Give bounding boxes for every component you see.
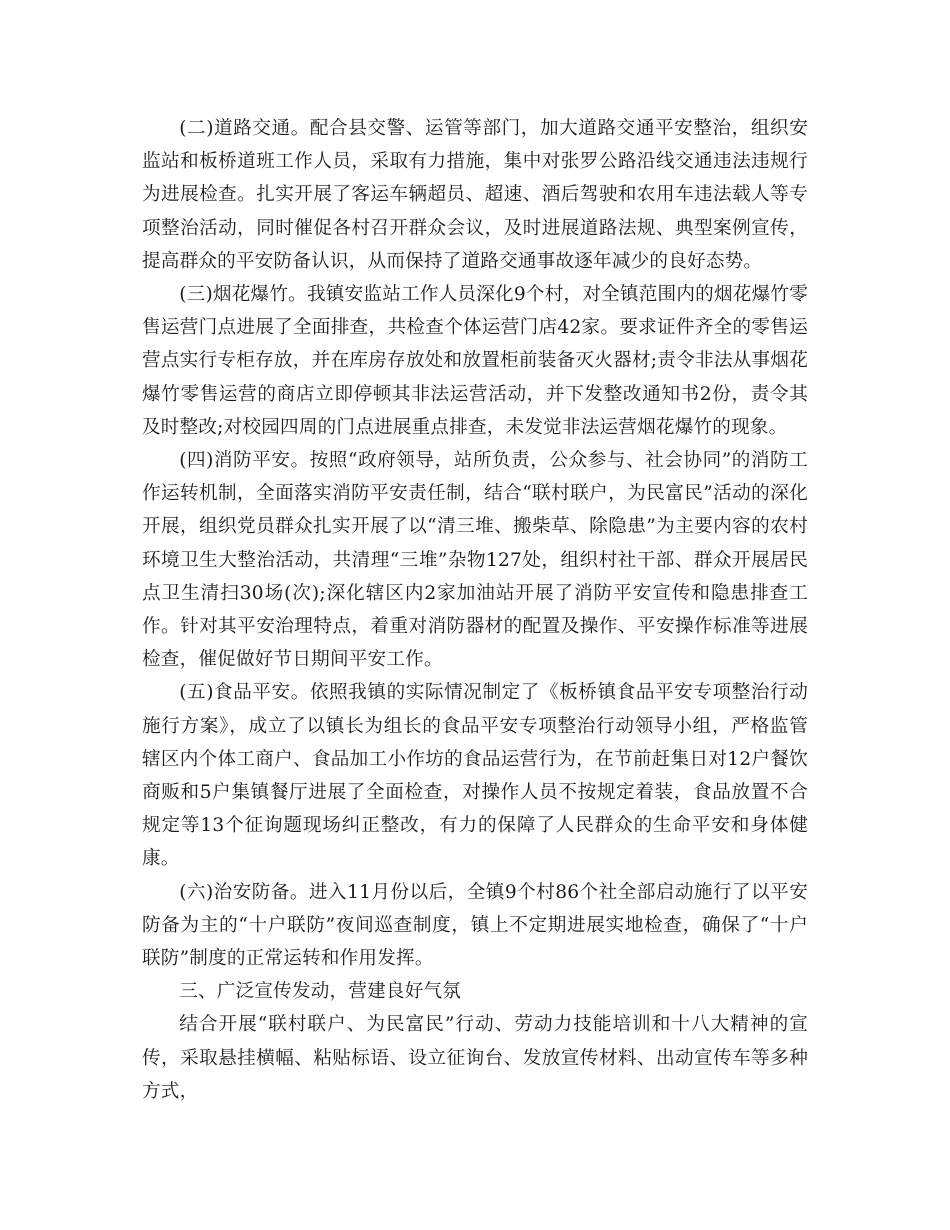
paragraph-public-security: (六)治安防备。进入11月份以后，全镇9个村86个社全部启动施行了以平安防备为主的“十户联防”夜间巡查制度，镇上不定期进展实地检查，确保了“十户联防”制度的正常运转和作用发挥。 [142,881,808,970]
paragraph-publicity: 结合开展“联村联户、为民富民”行动、劳动力技能培训和十八大精神的宣传，采取悬挂横幅、粘贴标语、设立征询台、发放宣传材料、出动宣传车等多种方式， [142,1014,808,1102]
paragraph-road-traffic: (二)道路交通。配合县交警、运管等部门，加大道路交通平安整治，组织安监站和板桥道班工作人员，采取有力措施，集中对张罗公路沿线交通违法违规行为进展检查。扎实开展了客运车辆超员、超速、酒后驾驶和农用车违法载人等专项整治活动，同时催促各村召开群众会议，及时进展道路法规、典型案例宣传，提高群众的平安防备认识，从而保持了道路交通事故逐年减少的良好态势。 [142,118,808,272]
paragraph-fireworks: (三)烟花爆竹。我镇安监站工作人员深化9个村，对全镇范围内的烟花爆竹零售运营门点进展了全面排查，共检查个体运营门店42家。要求证件齐全的零售运营点实行专柜存放，并在库房存放处和放置柜前装备灭火器材;责令非法从事烟花爆竹零售运营的商店立即停顿其非法运营活动，并下发整改通知书2份，责令其及时整改;对校园四周的门点进展重点排查，未发觉非法运营烟花爆竹的现象。 [142,284,808,438]
section-heading-publicity: 三、广泛宣传发动，营建良好气氛 [179,981,462,1003]
paragraph-food-safety: (五)食品平安。依照我镇的实际情况制定了《板桥镇食品平安专项整治行动施行方案》，成立了以镇长为组长的食品平安专项整治行动领导小组，严格监管辖区内个体工商户、食品加工小作坊的食品运营行为，在节前赶集日对12户餐饮商贩和5户集镇餐厅进展了全面检查，对操作人员不按规定着装，食品放置不合规定等13个征询题现场纠正整改，有力的保障了人民群众的生命平安和身体健康。 [142,682,808,870]
paragraph-fire-safety: (四)消防平安。按照“政府领导，站所负责，公众参与、社会协同”的消防工作运转机制，全面落实消防平安责任制，结合“联村联户，为民富民”活动的深化开展，组织党员群众扎实开展了以“清三堆、搬柴草、除隐患”为主要内容的农村环境卫生大整治活动，共清理“三堆”杂物127处，组织村社干部、群众开展居民点卫生清扫30场(次);深化辖区内2家加油站开展了消防平安宣传和隐患排查工作。针对其平安治理特点，着重对消防器材的配置及操作、平安操作标准等进展检查，催促做好节日期间平安工作。 [142,450,808,671]
